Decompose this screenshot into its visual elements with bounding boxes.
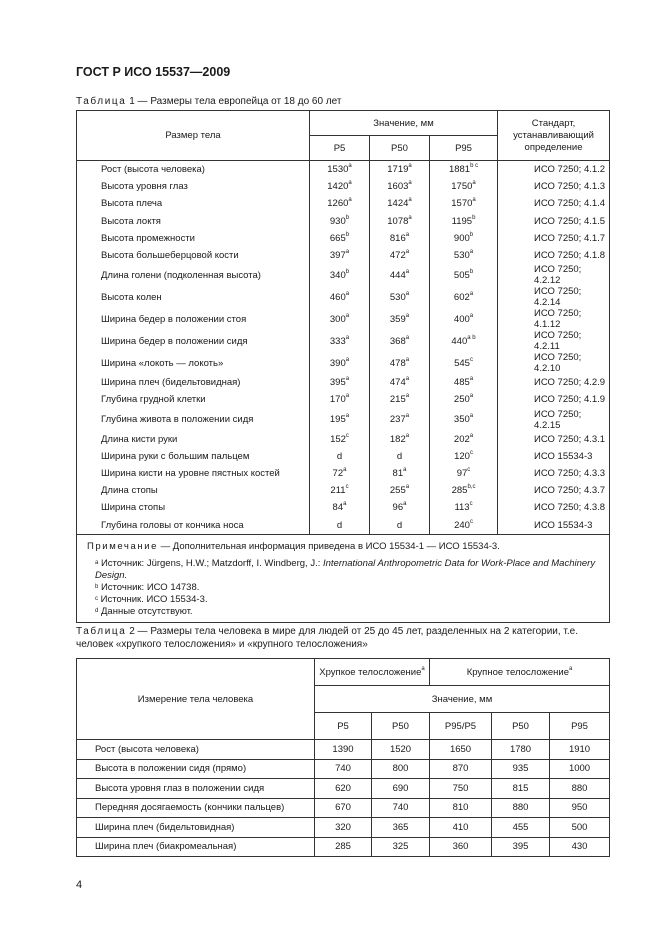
cell-p95: 1750$^a$ bbox=[430, 178, 498, 195]
row-name: Высота большеберцовой кости bbox=[77, 247, 310, 264]
table-row bbox=[77, 448, 610, 465]
row-name: Высота колен bbox=[77, 286, 310, 308]
cell-p5: d bbox=[310, 516, 370, 534]
cell-value: 1910 bbox=[550, 740, 610, 760]
cell-p50: 474$^a$ bbox=[370, 374, 430, 391]
table-row bbox=[77, 178, 610, 195]
cell-p5: 1260$^a$ bbox=[310, 195, 370, 212]
cell-standard: ИСО 7250; 4.3.8 bbox=[498, 499, 610, 516]
cell-standard: ИСО 7250; 4.1.8 bbox=[498, 247, 610, 264]
cell-p5: 390$^a$ bbox=[310, 352, 370, 374]
cell-p95: 120$^c$ bbox=[430, 448, 498, 465]
cell-value: 670 bbox=[315, 798, 372, 818]
row-name: Рост (высота человека) bbox=[77, 740, 315, 760]
cell-p95: 900$^b$ bbox=[430, 230, 498, 247]
table-row bbox=[77, 330, 610, 352]
cell-p95: 545$^c$ bbox=[430, 352, 498, 374]
cell-value: 1650 bbox=[430, 740, 492, 760]
row-name: Ширина плеч (бидельтовидная) bbox=[77, 374, 310, 391]
cell-standard: ИСО 7250; 4.2.15 bbox=[498, 409, 610, 431]
table-row bbox=[77, 818, 610, 838]
subcol-header: P5 bbox=[315, 713, 372, 740]
table1-caption bbox=[76, 95, 341, 108]
cell-value: 740 bbox=[372, 798, 430, 818]
row-name: Ширина руки с большим пальцем bbox=[77, 448, 310, 465]
row-name: Высота в положении сидя (прямо) bbox=[77, 759, 315, 779]
cell-standard: ИСО 7250; 4.1.7 bbox=[498, 230, 610, 247]
cell-p50: 816$^a$ bbox=[370, 230, 430, 247]
col-header-standard: Стандарт, устанавливающий определение bbox=[498, 111, 610, 161]
cell-p5: 1530$^a$ bbox=[310, 161, 370, 179]
cell-value: 1000 bbox=[550, 759, 610, 779]
table-row bbox=[77, 482, 610, 499]
cell-p95: 530$^a$ bbox=[430, 247, 498, 264]
cell-standard: ИСО 15534-3 bbox=[498, 516, 610, 534]
row-name: Глубина головы от кончика носа bbox=[77, 516, 310, 534]
cell-value: 1390 bbox=[315, 740, 372, 760]
cell-value: 365 bbox=[372, 818, 430, 838]
cell-value: 285 bbox=[315, 837, 372, 857]
table-row bbox=[77, 798, 610, 818]
cell-p5: 1420$^a$ bbox=[310, 178, 370, 195]
col-header-p5: P5 bbox=[310, 136, 370, 161]
row-name: Ширина плеч (биакромеальная) bbox=[77, 837, 315, 857]
row-name: Ширина кисти на уровне пястных костей bbox=[77, 465, 310, 482]
table-row bbox=[77, 431, 610, 448]
cell-p50: d bbox=[370, 516, 430, 534]
col-header-value: Значение, мм bbox=[310, 111, 498, 136]
cell-value: 800 bbox=[372, 759, 430, 779]
row-name: Длина кисти руки bbox=[77, 431, 310, 448]
col-header-fragile: Хрупкое телосложение$^a$ bbox=[315, 659, 430, 686]
cell-p5: 300$^a$ bbox=[310, 308, 370, 330]
table-row bbox=[77, 465, 610, 482]
cell-value: 950 bbox=[550, 798, 610, 818]
cell-standard: ИСО 7250; 4.3.7 bbox=[498, 482, 610, 499]
cell-p5: 152$^c$ bbox=[310, 431, 370, 448]
cell-p95: 202$^a$ bbox=[430, 431, 498, 448]
subcol-header: P95 bbox=[550, 713, 610, 740]
table-world-body-dimensions bbox=[76, 658, 610, 857]
cell-value: 620 bbox=[315, 779, 372, 799]
subcol-header: P95/P5 bbox=[430, 713, 492, 740]
row-name: Рост (высота человека) bbox=[77, 161, 310, 179]
footnote-a: $^a$ Источник: Jürgens, H.W.; Matzdorff, I. Windberg, J.: International Anthropometric Data for Work-Place and Machinery Design. bbox=[95, 557, 596, 581]
col-header-body-size: Размер тела bbox=[77, 111, 310, 161]
cell-p95: 1195$^b$ bbox=[430, 213, 498, 230]
cell-p95: 505$^b$ bbox=[430, 264, 498, 286]
cell-p5: 84$^a$ bbox=[310, 499, 370, 516]
cell-value: 430 bbox=[550, 837, 610, 857]
document-header: ГОСТ Р ИСО 15537—2009 bbox=[76, 65, 231, 79]
table-row bbox=[77, 264, 610, 286]
cell-p50: 1719$^a$ bbox=[370, 161, 430, 179]
table-row bbox=[77, 837, 610, 857]
table-row bbox=[77, 286, 610, 308]
table-row bbox=[77, 391, 610, 408]
cell-value: 320 bbox=[315, 818, 372, 838]
cell-p50: 1424$^a$ bbox=[370, 195, 430, 212]
cell-p95: 602$^a$ bbox=[430, 286, 498, 308]
cell-p95: 350$^a$ bbox=[430, 409, 498, 431]
cell-p95: 400$^a$ bbox=[430, 308, 498, 330]
cell-p50: 182$^a$ bbox=[370, 431, 430, 448]
row-name: Ширина стопы bbox=[77, 499, 310, 516]
cell-p50: 444$^a$ bbox=[370, 264, 430, 286]
row-name: Ширина плеч (бидельтовидная) bbox=[77, 818, 315, 838]
cell-standard: ИСО 7250; 4.2.10 bbox=[498, 352, 610, 374]
cell-p50: 359$^a$ bbox=[370, 308, 430, 330]
subcol-header: P50 bbox=[492, 713, 550, 740]
table-row bbox=[77, 759, 610, 779]
table-row bbox=[77, 740, 610, 760]
cell-p5: 930$^b$ bbox=[310, 213, 370, 230]
cell-value: 1780 bbox=[492, 740, 550, 760]
cell-value: 395 bbox=[492, 837, 550, 857]
row-name: Высота промежности bbox=[77, 230, 310, 247]
table-row bbox=[77, 516, 610, 534]
col-header-large: Крупное телосложение$^a$ bbox=[430, 659, 610, 686]
cell-p5: 395$^a$ bbox=[310, 374, 370, 391]
cell-p50: 530$^a$ bbox=[370, 286, 430, 308]
table-row bbox=[77, 161, 610, 179]
table1-caption-word: Таблица bbox=[76, 96, 127, 107]
row-name: Высота уровня глаз bbox=[77, 178, 310, 195]
table-row bbox=[77, 409, 610, 431]
cell-value: 935 bbox=[492, 759, 550, 779]
cell-p5: 340$^b$ bbox=[310, 264, 370, 286]
cell-value: 410 bbox=[430, 818, 492, 838]
table-row bbox=[77, 352, 610, 374]
cell-standard: ИСО 7250; 4.1.9 bbox=[498, 391, 610, 408]
cell-p50: 472$^a$ bbox=[370, 247, 430, 264]
cell-value: 815 bbox=[492, 779, 550, 799]
table-row bbox=[77, 195, 610, 212]
row-name: Глубина грудной клетки bbox=[77, 391, 310, 408]
page-number: 4 bbox=[76, 879, 83, 891]
cell-p5: d bbox=[310, 448, 370, 465]
table-row bbox=[77, 499, 610, 516]
cell-value: 870 bbox=[430, 759, 492, 779]
table-row bbox=[77, 374, 610, 391]
cell-p95: 240$^c$ bbox=[430, 516, 498, 534]
row-name: Ширина бедер в положении стоя bbox=[77, 308, 310, 330]
cell-value: 455 bbox=[492, 818, 550, 838]
cell-value: 740 bbox=[315, 759, 372, 779]
row-name: Ширина бедер в положении сидя bbox=[77, 330, 310, 352]
cell-standard: ИСО 7250; 4.1.3 bbox=[498, 178, 610, 195]
cell-p95: 97$^c$ bbox=[430, 465, 498, 482]
cell-value: 880 bbox=[492, 798, 550, 818]
cell-p5: 397$^a$ bbox=[310, 247, 370, 264]
row-name: Длина стопы bbox=[77, 482, 310, 499]
col-header-p50: P50 bbox=[370, 136, 430, 161]
cell-p95: 285$^{b,c}$ bbox=[430, 482, 498, 499]
table2-caption-text: 2 — Размеры тела человека в мире для людей от 25 до 45 лет, разделенных на 2 категории, т.е. человек «хрупкого телосложения» и «крупного телосложения» bbox=[76, 626, 579, 650]
cell-p5: 195$^a$ bbox=[310, 409, 370, 431]
cell-value: 1520 bbox=[372, 740, 430, 760]
table1-caption-text: 1 — Размеры тела европейца от 18 до 60 лет bbox=[126, 96, 342, 107]
row-name: Ширина «локоть — локоть» bbox=[77, 352, 310, 374]
cell-p5: 460$^a$ bbox=[310, 286, 370, 308]
row-name: Высота плеча bbox=[77, 195, 310, 212]
table2-caption bbox=[76, 625, 616, 651]
col-header-p95: P95 bbox=[430, 136, 498, 161]
cell-standard: ИСО 7250; 4.3.1 bbox=[498, 431, 610, 448]
cell-p50: 1078$^a$ bbox=[370, 213, 430, 230]
cell-p95: 250$^a$ bbox=[430, 391, 498, 408]
footnote-b: $^b$ Источник: ИСО 14738. bbox=[95, 581, 200, 593]
footnote-d: $^d$ Данные отсутствуют. bbox=[95, 605, 193, 617]
cell-value: 810 bbox=[430, 798, 492, 818]
row-name: Передняя досягаемость (кончики пальцев) bbox=[77, 798, 315, 818]
cell-value: 325 bbox=[372, 837, 430, 857]
cell-p95: 113$^c$ bbox=[430, 499, 498, 516]
table-row bbox=[77, 230, 610, 247]
row-name: Высота локтя bbox=[77, 213, 310, 230]
table-row bbox=[77, 308, 610, 330]
row-name: Длина голени (подколенная высота) bbox=[77, 264, 310, 286]
cell-p50: 96$^a$ bbox=[370, 499, 430, 516]
cell-p95: 485$^a$ bbox=[430, 374, 498, 391]
cell-p50: 478$^a$ bbox=[370, 352, 430, 374]
cell-p50: 81$^a$ bbox=[370, 465, 430, 482]
col-header-measure: Измерение тела человека bbox=[77, 659, 315, 740]
table-row bbox=[77, 213, 610, 230]
cell-p5: 72$^a$ bbox=[310, 465, 370, 482]
cell-standard: ИСО 15534-3 bbox=[498, 448, 610, 465]
col-header-value-2: Значение, мм bbox=[315, 686, 610, 713]
cell-p50: 368$^a$ bbox=[370, 330, 430, 352]
cell-standard: ИСО 7250; 4.2.11 bbox=[498, 330, 610, 352]
footnote-c: $^c$ Источник. ИСО 15534-3. bbox=[95, 593, 208, 605]
note-text: — Дополнительная информация приведена в ИСО 15534-1 — ИСО 15534-3. bbox=[158, 540, 500, 552]
cell-p95: 1570$^a$ bbox=[430, 195, 498, 212]
cell-value: 750 bbox=[430, 779, 492, 799]
cell-p50: 215$^a$ bbox=[370, 391, 430, 408]
table-row bbox=[77, 247, 610, 264]
cell-p95: $440^{a b}$ bbox=[430, 330, 498, 352]
cell-standard: ИСО 7250; 4.1.12 bbox=[498, 308, 610, 330]
cell-value: 880 bbox=[550, 779, 610, 799]
cell-p95: $1881^{b c}$ bbox=[430, 161, 498, 179]
cell-standard: ИСО 7250; 4.3.3 bbox=[498, 465, 610, 482]
cell-p50: 1603$^a$ bbox=[370, 178, 430, 195]
table-european-body-dimensions bbox=[76, 110, 610, 623]
cell-p5: 333$^a$ bbox=[310, 330, 370, 352]
cell-standard: ИСО 7250; 4.2.12 bbox=[498, 264, 610, 286]
cell-value: 500 bbox=[550, 818, 610, 838]
row-name: Глубина живота в положении сидя bbox=[77, 409, 310, 431]
table-row bbox=[77, 779, 610, 799]
cell-p50: 255$^a$ bbox=[370, 482, 430, 499]
table2-caption-word: Таблица bbox=[76, 626, 127, 637]
table1-notes bbox=[77, 534, 610, 622]
table2-body bbox=[77, 740, 610, 857]
cell-p50: d bbox=[370, 448, 430, 465]
cell-standard: ИСО 7250; 4.2.14 bbox=[498, 286, 610, 308]
cell-value: 360 bbox=[430, 837, 492, 857]
note-label: Примечание bbox=[87, 540, 158, 552]
cell-standard: ИСО 7250; 4.1.4 bbox=[498, 195, 610, 212]
cell-p5: 211$^c$ bbox=[310, 482, 370, 499]
table1-body bbox=[77, 161, 610, 535]
cell-value: 690 bbox=[372, 779, 430, 799]
cell-p50: 237$^a$ bbox=[370, 409, 430, 431]
row-name: Высота уровня глаз в положении сидя bbox=[77, 779, 315, 799]
subcol-header: P50 bbox=[372, 713, 430, 740]
cell-standard: ИСО 7250; 4.2.9 bbox=[498, 374, 610, 391]
cell-standard: ИСО 7250; 4.1.2 bbox=[498, 161, 610, 179]
cell-p5: 170$^a$ bbox=[310, 391, 370, 408]
cell-p5: 665$^b$ bbox=[310, 230, 370, 247]
cell-standard: ИСО 7250; 4.1.5 bbox=[498, 213, 610, 230]
